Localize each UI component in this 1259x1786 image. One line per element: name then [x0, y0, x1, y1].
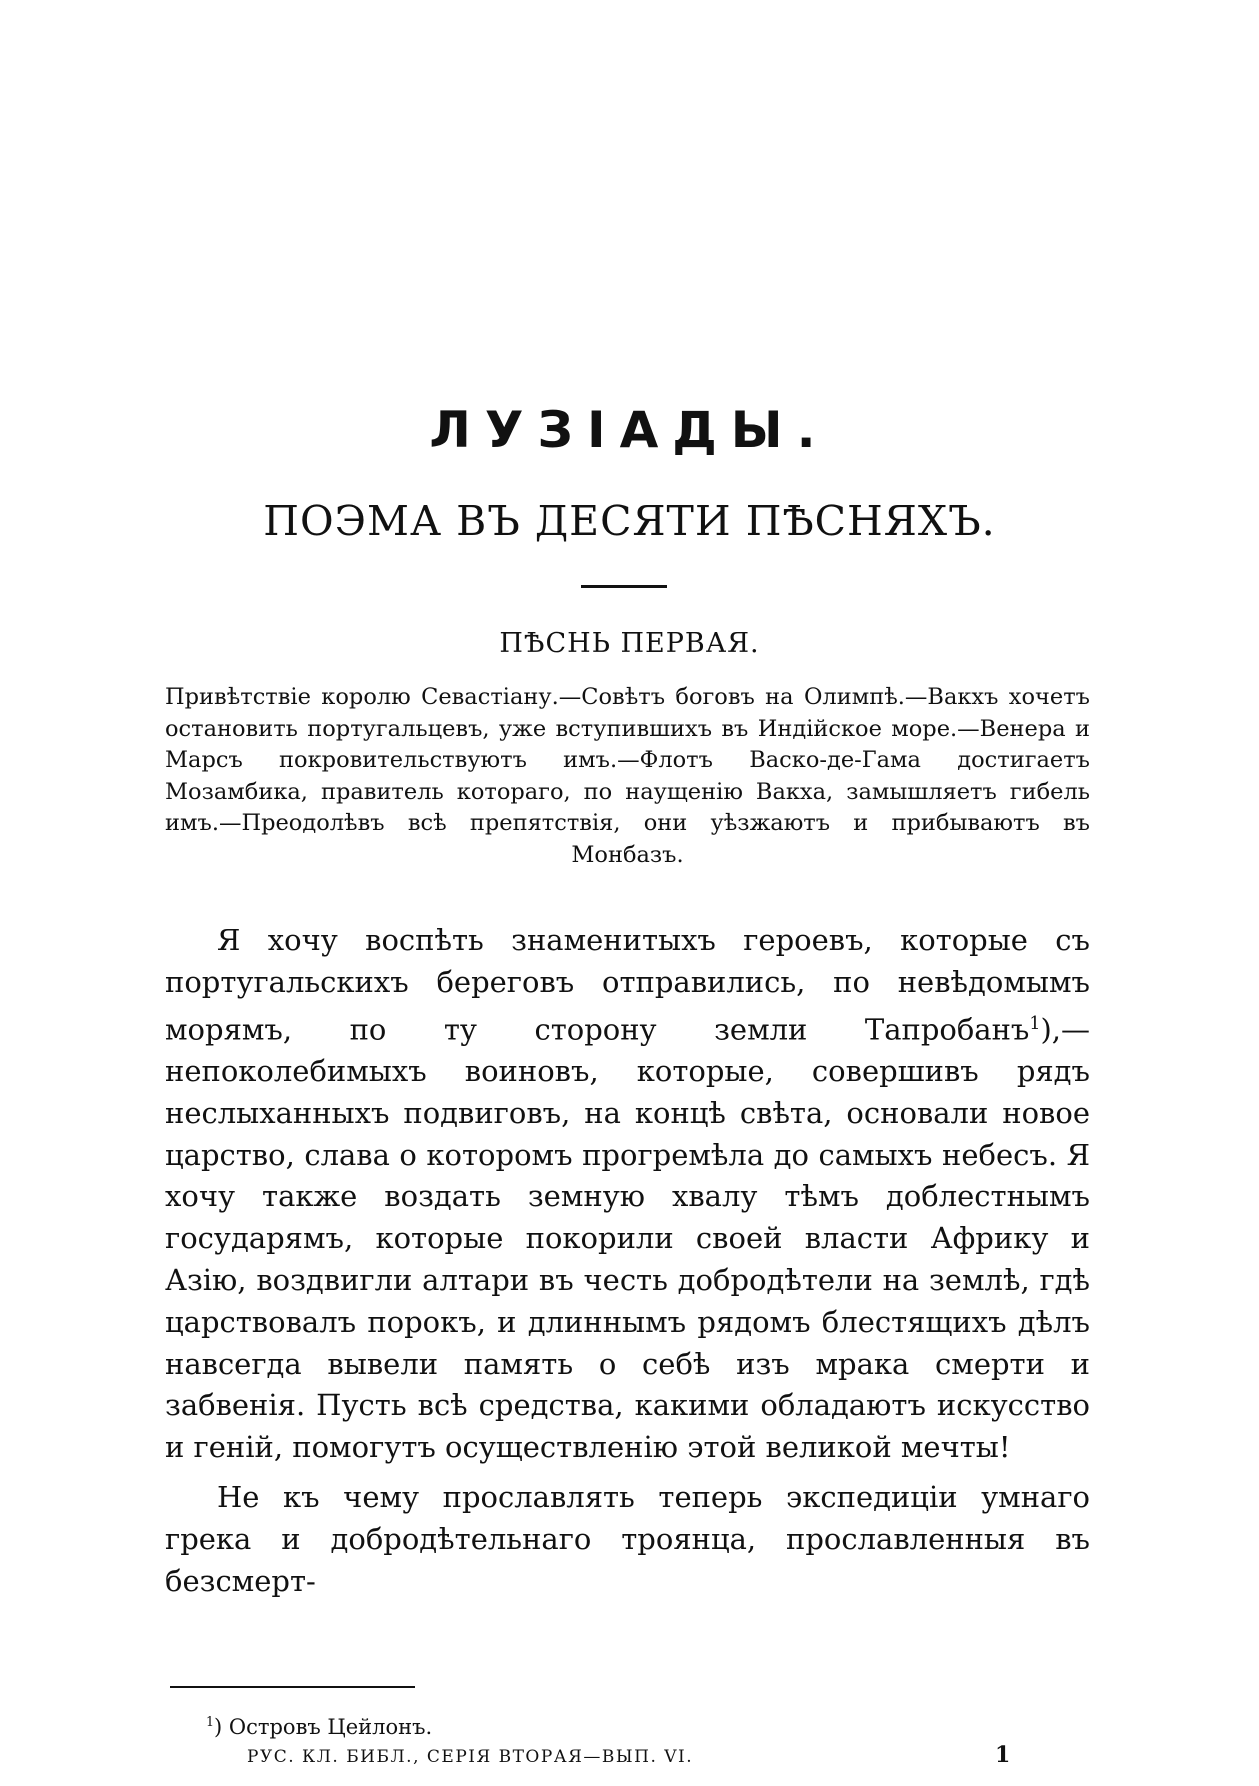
paragraph-1-start: Я хочу воспѣть знаменитыхъ героевъ, которые съ португальскихъ береговъ отправились, по невѣдомымъ морямъ, по ту сторону земли Тапробанъ [165, 923, 1090, 1047]
footnote-reference[interactable]: 1 [1029, 1013, 1041, 1034]
title-divider [581, 585, 667, 588]
canto-argument: Привѣтствіе королю Севастіану.—Совѣтъ боговъ на Олимпѣ.—Вакхъ хочетъ остановить португальцевъ, уже вступившихъ въ Индійское море.—Венера и Марсъ покровительствуютъ имъ.—Флотъ Васко-де-Гама достигаетъ Мозамбика, правитель котораго, по наущенію Вакха, замышляетъ гибель имъ.—Преодолѣвъ всѣ препятствія, они уѣзжаютъ и прибываютъ въ Монбазъ. [165, 684, 1090, 868]
paragraph-1-rest: ),—непоколебимыхъ воиновъ, которые, совершивъ рядъ неслыханныхъ подвиговъ, на концѣ свѣта, основали новое царство, слава о которомъ прогремѣла до самыхъ небесъ. Я хочу также воздать земную хвалу тѣмъ доблестнымъ государямъ, которые покорили своей власти Африку и Азію, воздвигли алтари въ честь добродѣтели на землѣ, гдѣ царствовалъ порокъ, и длиннымъ рядомъ блестящихъ дѣлъ навсегда вывели память о себѣ изъ мрака смерти и забвенія. Пусть всѣ средства, какими обладаютъ искусство и геній, помогутъ осуществленію этой великой мечты! [165, 1012, 1090, 1465]
footnote-divider [170, 1686, 415, 1688]
footnote-text: ) Островъ Цейлонъ. [214, 1715, 433, 1739]
footnote-marker: 1 [206, 1714, 215, 1729]
printer-signature: РУС. КЛ. БИБЛ., СЕРІЯ ВТОРАЯ—ВЫП. VI. [247, 1747, 694, 1767]
main-text [165, 920, 1090, 1610]
work-title: ЛУЗІАДЫ. [429, 401, 830, 459]
canto-heading: ПѢСНЬ ПЕРВАЯ. [499, 628, 760, 659]
paragraph-1 [165, 920, 1090, 1469]
work-subtitle: ПОЭМА ВЪ ДЕСЯТИ ПѢСНЯХЪ. [263, 497, 996, 545]
footnote [206, 1708, 432, 1741]
paragraph-2: Не къ чему прославлять теперь экспедиціи умнаго грека и добродѣтельнаго троянца, прославленныя въ безсмерт- [165, 1480, 1090, 1598]
page-number: 1 [995, 1742, 1011, 1768]
